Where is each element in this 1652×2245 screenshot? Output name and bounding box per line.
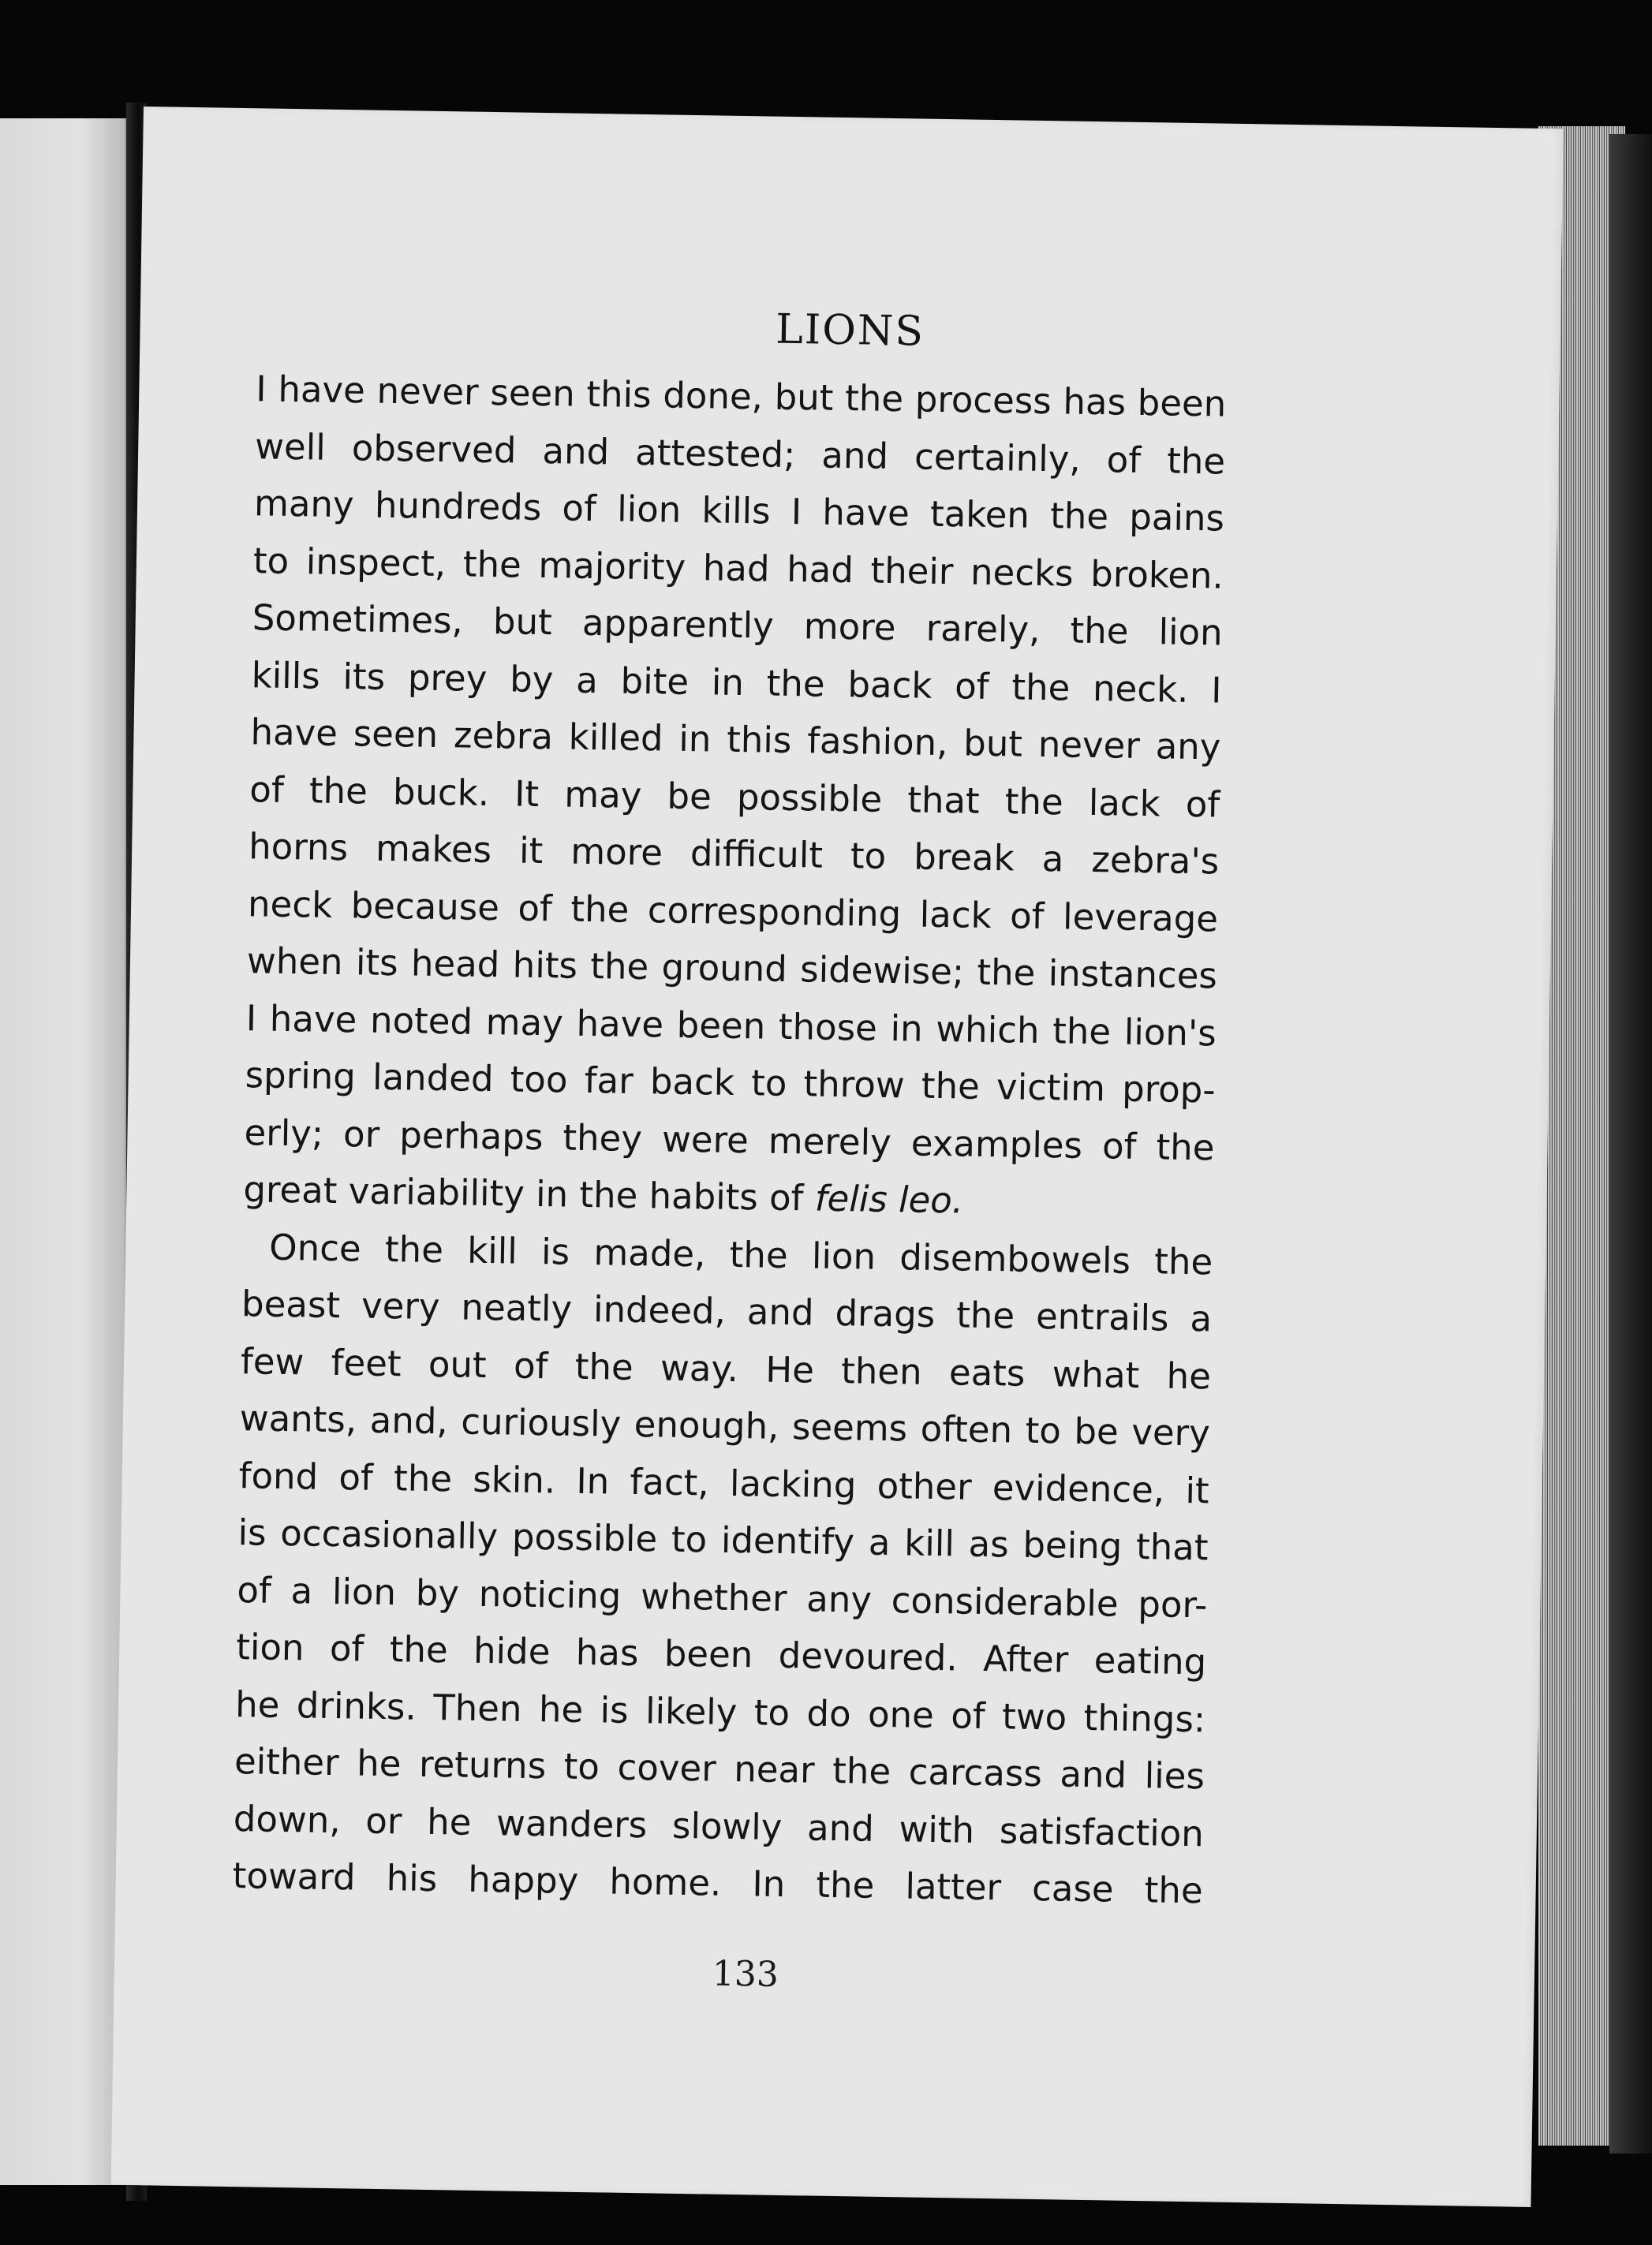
text-line: have seen zebra killed in this fashion, but never any [250, 711, 1221, 768]
text-line: is occasionally possible to identify a kill as being that [237, 1511, 1209, 1569]
text-line: down, or he wanders slowly and with satisfaction [233, 1797, 1205, 1855]
text-line: few feet out of the way. He then eats what he [240, 1339, 1212, 1397]
text-line: neck because of the corresponding lack of leverage [247, 882, 1219, 940]
text-line: spring landed too far back to throw the victim prop- [245, 1054, 1216, 1111]
text-line: I have noted may have been those in which the lion's [245, 996, 1217, 1054]
book-cover-edge [1609, 134, 1652, 2153]
text-line: when its head hits the ground sidewise; the instances [246, 939, 1218, 997]
text-line: he drinks. Then he is likely to do one of two things: [234, 1683, 1206, 1740]
page-body [232, 360, 1227, 1920]
text-line: well observed and attested; and certainly, of the [254, 424, 1226, 483]
text-line: kills its prey by a bite in the back of the neck. I [251, 653, 1222, 712]
italic-species-name: felis leo. [814, 1177, 964, 1222]
text-line: beast very neatly indeed, and drags the entrails a [241, 1283, 1213, 1340]
text-line: to inspect, the majority had had their necks broken. [252, 539, 1224, 597]
text-line: wants, and, curiously enough, seems often to be very [239, 1397, 1211, 1455]
text-line: of a lion by noticing whether any considerable por- [237, 1568, 1208, 1626]
left-page-edge [0, 118, 134, 2185]
text-line: Once the kill is made, the lion disembowels the [268, 1226, 1213, 1283]
text-line: erly; or perhaps they were merely examples of the [244, 1111, 1215, 1168]
text-line: of the buck. It may be possible that the lack of [249, 768, 1220, 826]
text-line-prefix: great variability in the habits of [243, 1168, 816, 1220]
text-line: many hundreds of lion kills I have taken the pains [253, 482, 1225, 540]
text-line: I have never seen this done, but the process has been [255, 368, 1227, 425]
text-line: either he returns to cover near the carcass and lies [234, 1740, 1205, 1798]
text-line: toward his happy home. In the latter case the [232, 1855, 1204, 1912]
text-line: horns makes it more difficult to break a zebra's [248, 825, 1220, 883]
book-page [111, 106, 1564, 2207]
text-line: tion of the hide has been devoured. After eating [235, 1626, 1207, 1683]
text-line: fond of the skin. In fact, lacking other evidence, it [238, 1454, 1210, 1511]
text-line: Sometimes, but apparently more rarely, the lion [252, 596, 1224, 654]
running-head: LIONS [775, 305, 925, 356]
page-number: 133 [712, 1953, 779, 1995]
